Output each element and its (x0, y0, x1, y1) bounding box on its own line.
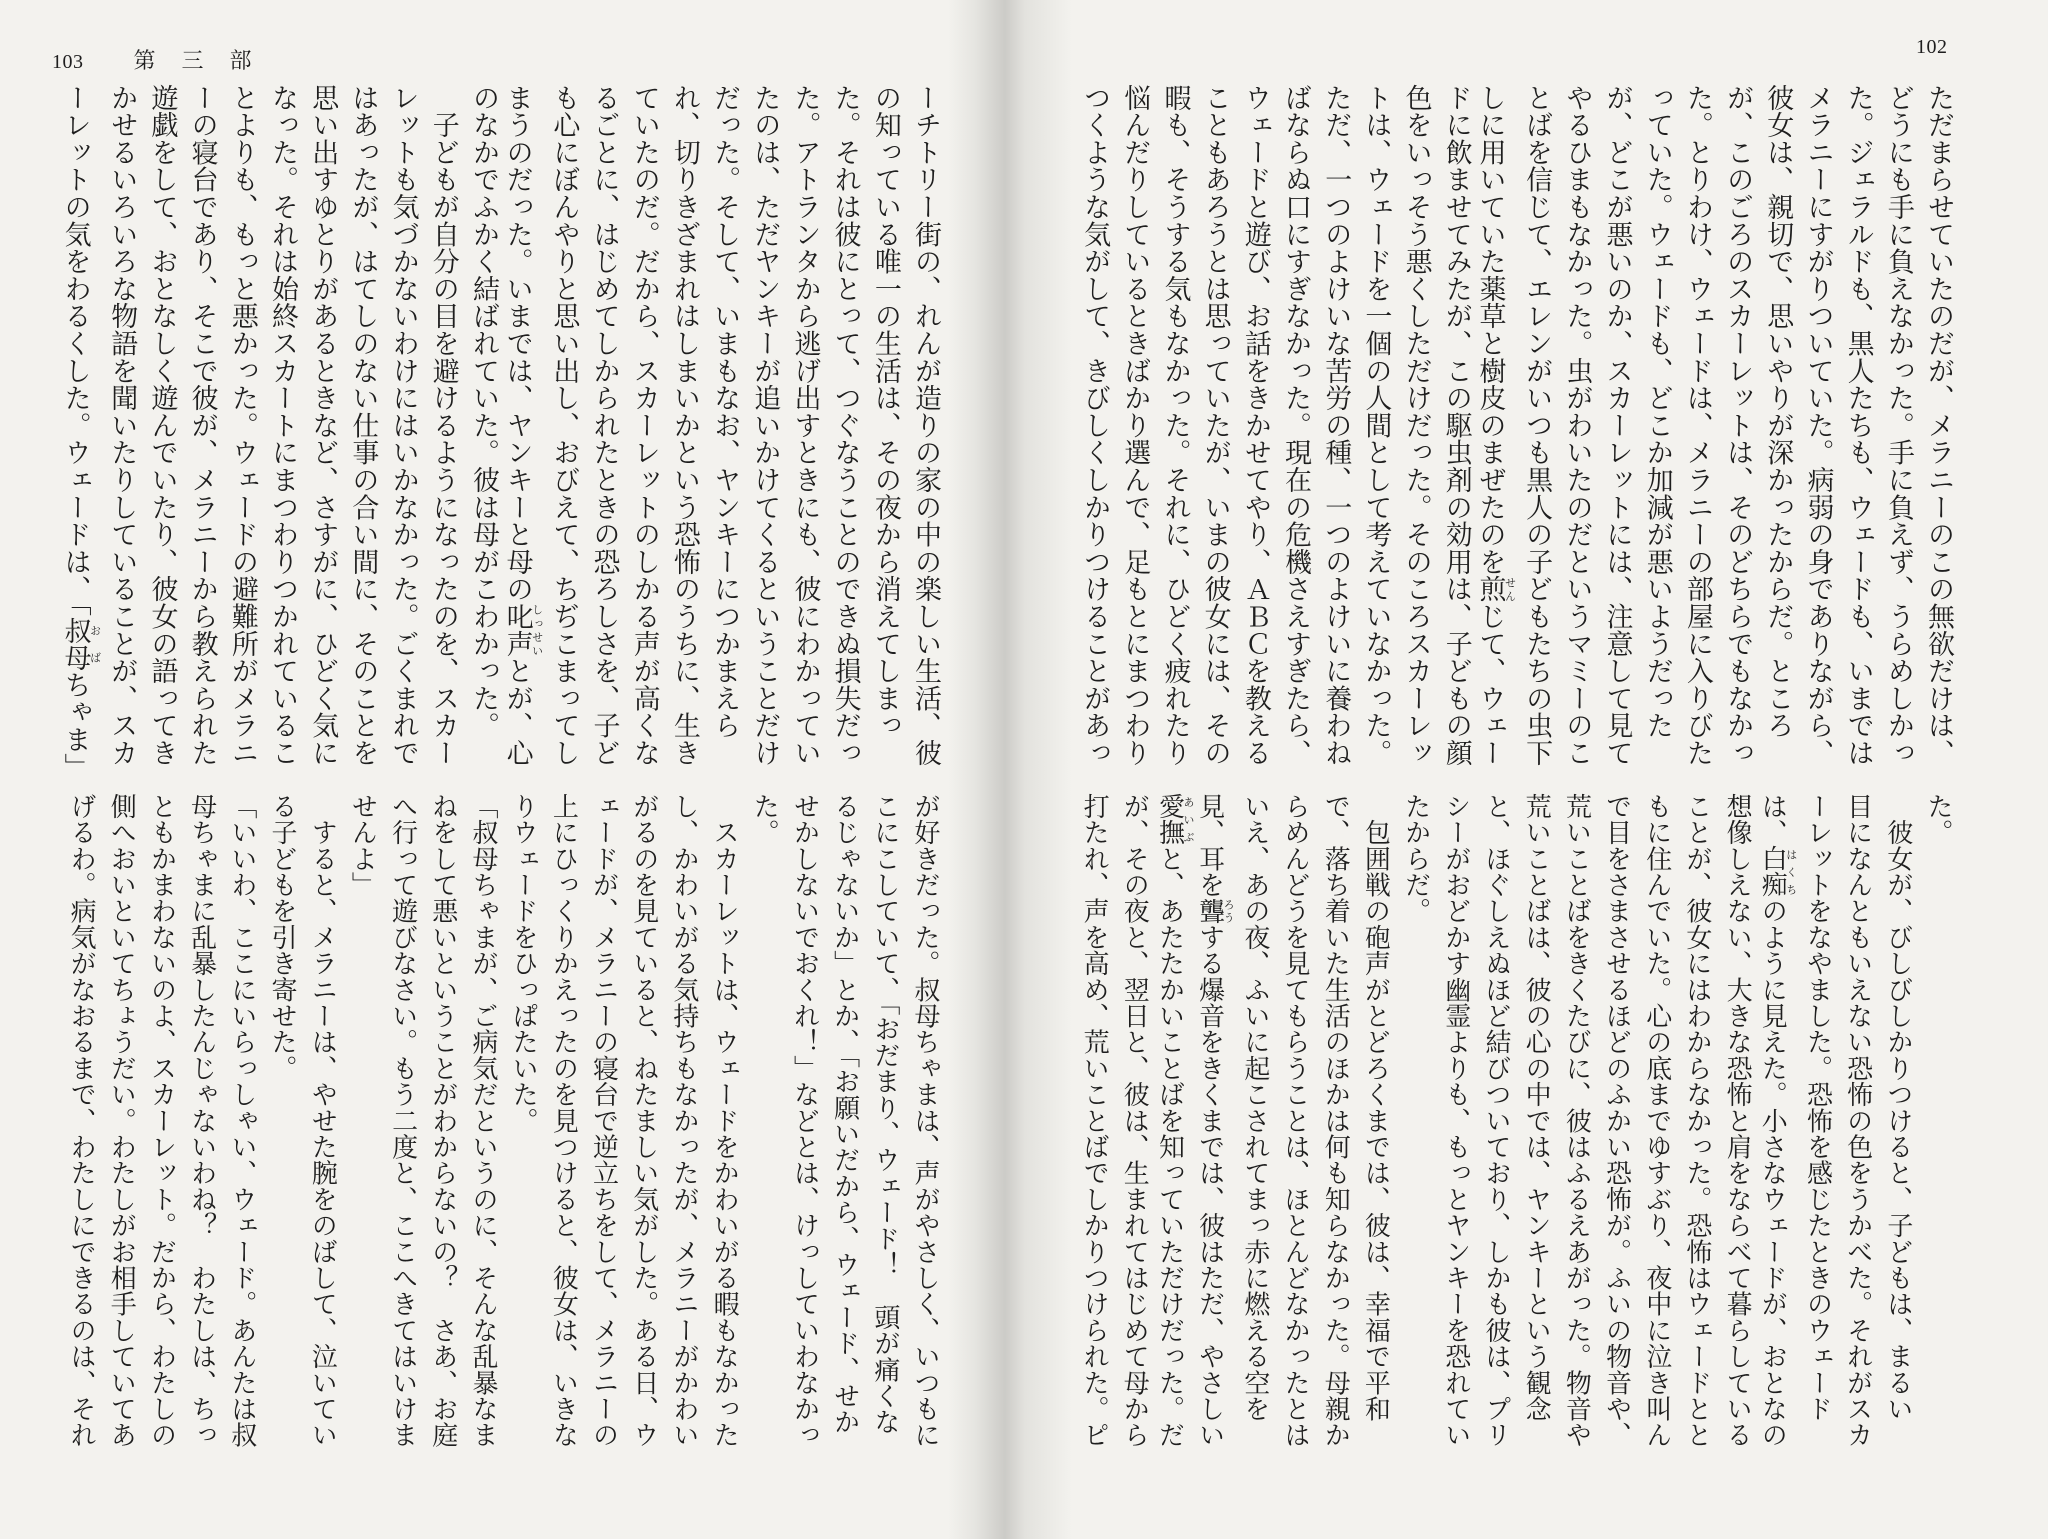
ruby-base: 煎 (1474, 575, 1506, 603)
page-number: 102 (1916, 36, 1948, 58)
text-run: 荒いことばは、彼の心の中では、ヤンキーという観念 (1521, 793, 1552, 1422)
text-column (342, 84, 382, 796)
text-column (1596, 84, 1636, 796)
text-run: ともかまわないのよ、スカーレット。だから、わたしの (146, 793, 177, 1448)
text-column (1757, 84, 1797, 796)
text-run: ていたのだ。だから、スカーレットのしかる声が高くな (628, 84, 660, 767)
ruby-reading: あいぶ (1181, 793, 1195, 846)
text-run: とが、心 (501, 657, 533, 767)
text-column (1436, 793, 1476, 1505)
text-run: いえ、あの夜、ふいに起こされてまっ赤に燃える空を (1239, 793, 1270, 1422)
text-column (624, 793, 664, 1505)
text-run: すると、メラニーは、やせた腕をのばして、泣いてい (307, 793, 338, 1448)
text-run: もに住んでいた。心の底までゆすぶり、夜中に泣き叫ん (1641, 793, 1672, 1448)
text-run: やるひまもなかった。虫がわいたのだというマミーのこ (1561, 84, 1593, 767)
text-run: た。アトランタから逃げ出すときにも、彼にわかってい (789, 84, 821, 767)
text-column (1436, 84, 1476, 796)
running-head (1916, 36, 1948, 59)
text-column (222, 793, 262, 1505)
text-run: とよりも、もっと悪かった。ウェードの避難所がメラニ (226, 84, 258, 767)
text-run: する爆音をきくまでは、彼はただ、やさしい (1194, 924, 1225, 1449)
text-column (1235, 793, 1275, 1505)
text-run: ウェードと遊び、お話をきかせてやり、ＡＢＣを教える (1239, 84, 1271, 767)
text-run: ばならぬ口にすぎなかった。現在の危機さえすぎたら、 (1280, 84, 1311, 767)
text-column (1717, 84, 1757, 796)
text-run: た。 (749, 793, 780, 846)
text-column (744, 793, 784, 1505)
text-run: ェードが、メラニーの寝台で逆立ちをして、メラニーの (588, 793, 619, 1448)
text-column (101, 84, 141, 796)
ruby-word (1154, 793, 1195, 846)
text-run: る子どもを引き寄せた。 (267, 793, 297, 1082)
text-column (1395, 84, 1435, 796)
text-column (1074, 84, 1114, 796)
text-run: こにこしていて、「おだまり、ウェード！ 頭が痛くな (869, 793, 900, 1435)
ruby-base: 聾 (1194, 897, 1225, 925)
text-run: たのは、ただヤンキーが追いかけてくるということだけ (749, 84, 781, 767)
text-run: た。それは彼にとって、つぐなうことのできぬ損失だっ (829, 84, 861, 767)
text-column (262, 793, 302, 1505)
text-run: し、かわいがる気持ちもなかったが、メラニーがかわい (668, 793, 699, 1448)
ruby-word (501, 602, 544, 658)
text-column (1235, 84, 1275, 796)
text-column (704, 793, 744, 1505)
text-run: 色をいっそう悪くしただけだった。そのころスカーレッ (1400, 84, 1432, 767)
ruby-reading: せん (1503, 575, 1517, 603)
text-run: と、あたたかいことばを知っていただけだった。だ (1154, 845, 1185, 1449)
text-run: 側へおいといてちょうだい。わたしがお相手していてあ (106, 793, 137, 1448)
text-column (865, 84, 905, 796)
text-run: 目になんともいえない恐怖の色をうかべた。それがスカ (1842, 793, 1873, 1448)
text-column (1114, 793, 1154, 1505)
text-run: トは、ウェードを一個の人間として考えていなかった。 (1360, 84, 1392, 767)
text-run: 想像しえない、大きな恐怖と肩をならべて暮らしている (1722, 793, 1753, 1448)
ruby-base: 叔母 (59, 616, 91, 672)
text-run: 包囲戦の砲声がとどろくまでは、彼は、幸福で平和 (1360, 793, 1391, 1422)
text-run: れ、切りきざまれはしまいかという恐怖のうちに、生き (668, 84, 700, 767)
text-run: は、 (1757, 793, 1788, 846)
text-run: るじゃないか」とか、「お願いだから、ウェード、せか (829, 793, 860, 1435)
text-column (1637, 793, 1677, 1505)
text-column (1074, 793, 1114, 1505)
text-column (1355, 84, 1395, 796)
ruby-reading: はくち (1784, 845, 1798, 898)
text-run: ーレットの気をわるくした。ウェードは、「 (59, 84, 91, 617)
text-run: ねをして悪いということがわからないの？ さあ、お庭 (427, 793, 458, 1448)
text-column (704, 84, 744, 796)
text-column (1315, 793, 1355, 1505)
text-column (1637, 84, 1677, 796)
ruby-reading: しっせい (530, 602, 544, 658)
ruby-base: 愛撫 (1154, 793, 1185, 846)
text-column (1275, 793, 1315, 1505)
text-run: じて、ウェー (1474, 602, 1506, 767)
text-run: で目をさまさせるほどのふかい恐怖が。ふいの物音や、 (1601, 793, 1632, 1448)
part-title: 第三部 (133, 49, 278, 74)
ruby-word (1194, 897, 1236, 925)
text-run: 「いいわ、ここにいらっしゃい、ウェード。あんたは叔 (226, 793, 257, 1448)
text-run: たからだ。 (1400, 793, 1431, 924)
text-column (583, 84, 623, 796)
text-run: メラニーにすがりついていた。病弱の身でありながら、 (1802, 84, 1834, 767)
text-column (1194, 84, 1234, 796)
text-column (302, 793, 342, 1505)
text-column (1878, 793, 1918, 1505)
text-column (1837, 793, 1877, 1505)
text-column (181, 793, 221, 1505)
text-column (61, 84, 101, 796)
ruby-base: 叱声 (501, 602, 533, 658)
text-run: ちゃま」 (59, 671, 91, 781)
text-column (1677, 793, 1717, 1505)
text-column (664, 84, 704, 796)
text-column (624, 84, 664, 796)
text-column (1797, 793, 1837, 1505)
text-column (423, 793, 463, 1505)
ruby-word (1757, 845, 1798, 898)
text-run: と、ほぐしえぬほど結びついており、しかも彼は、プリ (1480, 793, 1511, 1448)
text-run: が、その夜と、翌日と、彼は、生まれてはじめて母から (1119, 793, 1150, 1448)
text-column (1797, 84, 1837, 796)
text-run: せかしないでおくれ！」などとは、けっしていわなかっ (789, 793, 820, 1448)
text-column (503, 793, 543, 1505)
text-column (784, 793, 824, 1505)
upper-text-block (1074, 84, 1958, 796)
text-column (1757, 793, 1797, 1505)
text-column (583, 793, 623, 1505)
ruby-base: 白痴 (1757, 845, 1788, 898)
text-column (543, 793, 583, 1505)
text-run: 荒いことばをきくたびに、彼はふるえあがった。物音や (1561, 793, 1592, 1448)
ruby-reading: おば (88, 616, 102, 672)
text-column (1516, 84, 1556, 796)
text-run: 遊戯をして、おとなしく遊んでいたり、彼女の語ってき (146, 84, 178, 767)
text-run: はあったが、はてしのない仕事の合い間に、そのことを (347, 84, 379, 767)
text-run: 悩んだりしているときばかり選んで、足もとにまつわり (1119, 84, 1151, 767)
text-column (1315, 84, 1355, 796)
text-run: スカーレットは、ウェードをかわいがる暇もなかった (709, 793, 740, 1448)
text-run: 打たれ、声を高め、荒いことばでしかりつけられた。ピ (1079, 793, 1110, 1448)
text-run: 思い出すゆとりがあるときなど、さすがに、ひどく気に (307, 84, 339, 767)
text-run: が、このごろのスカーレットは、そのどちらでもなかっ (1722, 84, 1754, 767)
text-column (101, 793, 141, 1505)
text-column (824, 793, 864, 1505)
text-run: シーがおどかす幽霊よりも、もっとヤンキーを恐れてい (1440, 793, 1471, 1448)
text-run: 彼女が、びしびしかりつけると、子どもは、まるい (1882, 793, 1913, 1422)
text-run: がるのを見ていると、ねたましい気がした。ある日、ウ (628, 793, 659, 1448)
text-run: レットも気づかないわけにはいかなかった。ごくまれで (387, 84, 419, 767)
text-run: 子どもが自分の目を避けるようになったのを、スカー (427, 84, 459, 767)
text-run: 上にひっくりかえったのを見つけると、彼女は、いきな (548, 793, 579, 1448)
ruby-word (59, 616, 102, 672)
text-column (463, 793, 503, 1505)
text-column (222, 84, 262, 796)
text-run: らめんどうを見てもらうことは、ほとんどなかったとは (1280, 793, 1310, 1448)
text-column (784, 84, 824, 796)
text-run: た。ジェラルドも、黒人たちも、ウェードも、いまでは (1842, 84, 1874, 767)
text-column (262, 84, 302, 796)
text-column (1837, 84, 1877, 796)
text-run: ーの寝台であり、そこで彼が、メラニーから教えられた (186, 84, 218, 767)
text-run: 彼女は、親切で、思いやりが深かったからだ。ところ (1762, 84, 1794, 740)
text-run: ただまらせていたのだが、メラニーのこの無欲だけは、 (1923, 84, 1954, 767)
upper-text-block (61, 84, 945, 796)
text-run: どうにも手に負えなかった。手に負えず、うらめしかっ (1882, 84, 1914, 767)
text-run: が好きだった。叔母ちゃまは、声がやさしく、いつもに (910, 793, 940, 1448)
text-column (1717, 793, 1757, 1505)
text-run: げるわ。病気がなおるまで、わたしにできるのは、それ (66, 793, 97, 1448)
text-run: の知っている唯一の生活は、その夜から消えてしまっ (869, 84, 901, 740)
page-102 (1010, 0, 2048, 1539)
text-run: しに用いていた薬草と樹皮のまぜたのを (1474, 84, 1506, 576)
text-column (1596, 793, 1636, 1505)
text-column (1476, 84, 1516, 796)
text-column (1154, 793, 1194, 1505)
text-run: ーチトリー街の、れんが造りの家の中の楽しい生活、彼 (910, 84, 941, 767)
text-column (1918, 793, 1958, 1505)
text-run: が、どこが悪いのか、スカーレットには、注意して見て (1601, 84, 1633, 767)
text-column (423, 84, 463, 796)
text-run: た。 (1923, 793, 1953, 846)
text-run: 母ちゃまに乱暴したんじゃないわね？ わたしは、ちっ (186, 793, 217, 1448)
text-run: とばを信じて、エレンがいつも黒人の子どもたちの虫下 (1521, 84, 1553, 767)
text-run: へ行って遊びなさい。もう二度と、ここへきてはいけま (387, 793, 418, 1448)
text-column (1395, 793, 1435, 1505)
text-column (905, 84, 945, 796)
text-column (905, 793, 945, 1505)
text-column (1556, 793, 1596, 1505)
text-run: ことが、彼女にはわからなかった。恐怖はウェードとと (1681, 793, 1712, 1448)
text-column (302, 84, 342, 796)
text-column (543, 84, 583, 796)
text-run: ただ、一つのよけいな苦労の種、一つのよけいに養わね (1320, 84, 1352, 767)
text-column (61, 793, 101, 1505)
text-run: 「叔母ちゃまが、ご病気だというのに、そんな乱暴なま (467, 793, 498, 1448)
text-run: こともあろうとは思っていたが、いまの彼女には、その (1199, 84, 1231, 767)
text-column (1194, 793, 1234, 1505)
text-run: 暇も、そうする気もなかった。それに、ひどく疲れたり (1159, 84, 1191, 767)
text-column (1114, 84, 1154, 796)
text-run: も心にぼんやりと思い出し、おびえて、ちぢこまってし (548, 84, 580, 767)
running-head (52, 44, 278, 75)
page-103 (0, 0, 1010, 1539)
text-column (824, 84, 864, 796)
page-number: 103 (52, 51, 84, 73)
text-column (744, 84, 784, 796)
text-column (342, 793, 382, 1505)
text-column (503, 84, 543, 796)
text-run: 見、耳を (1194, 793, 1225, 898)
text-run: なった。それは始終スカートにまつわりつかれているこ (267, 84, 298, 767)
lower-text-block (61, 793, 945, 1505)
text-column (664, 793, 704, 1505)
text-run: せんよ」 (347, 793, 378, 898)
text-column (382, 793, 422, 1505)
text-column (1556, 84, 1596, 796)
text-column (1476, 793, 1516, 1505)
text-run: つくような気がして、きびしくしかりつけることがあっ (1079, 84, 1111, 767)
text-run: るごとに、はじめてしかられたときの恐ろしさを、子ど (588, 84, 620, 767)
text-run: ーレットをなやました。恐怖を感じたときのウェード (1802, 793, 1833, 1422)
text-column (1355, 793, 1395, 1505)
text-run: まうのだった。いまでは、ヤンキーと母の (501, 84, 533, 603)
text-column (1677, 84, 1717, 796)
text-run: だった。そして、いまもなお、ヤンキーにつかまえら (709, 84, 741, 740)
ruby-reading: ろう (1222, 897, 1236, 925)
text-column (1918, 84, 1958, 796)
text-run: ドに飲ませてみたが、この駆虫剤の効用は、子どもの顔 (1440, 84, 1472, 767)
text-column (181, 84, 221, 796)
text-column (1516, 793, 1556, 1505)
text-column (141, 793, 181, 1505)
lower-text-block (1074, 793, 1958, 1505)
text-column (865, 793, 905, 1505)
text-run: た。とりわけ、ウェードは、メラニーの部屋に入りびた (1681, 84, 1713, 767)
text-column (1878, 84, 1918, 796)
text-run: かせるいろいろな物語を聞いたりしていることが、スカ (106, 84, 138, 767)
text-run: っていた。ウェードも、どこか加減が悪いようだった (1641, 84, 1673, 740)
text-column (1154, 84, 1194, 796)
text-run: のように見えた。小さなウェードが、おとなの (1757, 897, 1788, 1449)
text-column (382, 84, 422, 796)
text-run: りウェードをひっぱたいた。 (508, 793, 539, 1134)
text-column (1275, 84, 1315, 796)
text-column (141, 84, 181, 796)
ruby-word (1474, 575, 1517, 603)
text-column (463, 84, 503, 796)
text-run: で、落ち着いた生活のほかは何も知らなかった。母親か (1320, 793, 1351, 1449)
text-run: のなかでふかく結ばれていた。彼は母がこわかった。 (467, 84, 499, 740)
